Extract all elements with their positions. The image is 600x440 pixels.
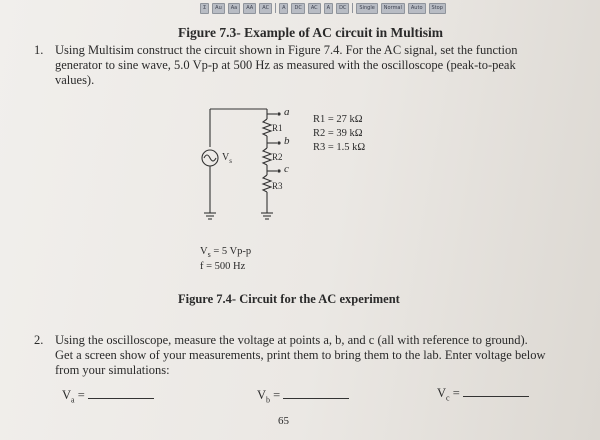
r2-label: R2 xyxy=(272,152,283,162)
question-1-line-2: generator to sine wave, 5.0 Vp-p at 500 Hz as measured with the oscilloscope (peak-to-peak xyxy=(55,58,516,72)
question-2-line-1: Using the oscilloscope, measure the voltage at points a, b, and c (all with reference to ground). xyxy=(55,333,528,347)
node-b-dot xyxy=(277,141,280,144)
node-c-dot xyxy=(277,169,280,172)
source-label: $V_s$ xyxy=(222,152,232,165)
ac-circuit-diagram xyxy=(185,105,315,230)
toolbar-separator xyxy=(352,3,353,13)
toolbar-button[interactable]: Single xyxy=(356,3,377,14)
toolbar-button[interactable]: A xyxy=(279,3,288,14)
toolbar-button[interactable]: Normal xyxy=(381,3,405,14)
measurement-vb: $V_b$ = xyxy=(257,388,349,405)
question-2-line-3: from your simulations: xyxy=(55,363,170,377)
node-b-label: b xyxy=(284,135,290,147)
toolbar-button[interactable]: Σ xyxy=(200,3,209,14)
toolbar-button[interactable]: DC xyxy=(336,3,349,14)
sine-icon xyxy=(204,155,216,161)
oscilloscope-toolbar xyxy=(200,2,446,14)
resistor-r1 xyxy=(263,119,271,136)
vb-answer-blank[interactable] xyxy=(283,397,349,399)
question-1-line-1: Using Multisim construct the circuit shown in Figure 7.4. For the AC signal, set the function xyxy=(55,43,518,57)
va-answer-blank[interactable] xyxy=(88,397,154,399)
node-c-label: c xyxy=(284,163,289,175)
measurement-vc: $V_c$ = xyxy=(437,386,529,403)
measurement-va: $V_a$ = xyxy=(62,388,154,405)
node-a-label: a xyxy=(284,106,290,118)
r3-label: R3 xyxy=(272,181,283,191)
toolbar-button[interactable]: Au xyxy=(212,3,225,14)
question-1-line-3: values). xyxy=(55,73,95,87)
toolbar-button[interactable]: A xyxy=(324,3,333,14)
toolbar-button[interactable]: AA xyxy=(243,3,256,14)
toolbar-button[interactable]: AC xyxy=(308,3,321,14)
question-2-number: 2. xyxy=(34,333,44,347)
toolbar-separator xyxy=(275,3,276,13)
page-number: 65 xyxy=(278,415,289,427)
source-amplitude-spec: $V_s = 5$ Vp-p xyxy=(200,246,252,260)
question-1-number: 1. xyxy=(34,43,44,57)
resistor-r2 xyxy=(263,148,271,165)
r2-value: R2 = 39 kΩ xyxy=(313,128,363,139)
resistor-r3 xyxy=(263,175,271,192)
r1-value: R1 = 27 kΩ xyxy=(313,114,363,125)
toolbar-button[interactable]: AC xyxy=(259,3,272,14)
toolbar-button[interactable]: Stop xyxy=(429,3,446,14)
vc-answer-blank[interactable] xyxy=(463,395,529,397)
toolbar-button[interactable]: Auto xyxy=(408,3,426,14)
r1-label: R1 xyxy=(272,123,283,133)
toolbar-button[interactable]: DC xyxy=(291,3,304,14)
figure-7-3-title: Figure 7.3- Example of AC circuit in Multisim xyxy=(178,25,443,40)
source-frequency-spec: f = 500 Hz xyxy=(200,261,246,272)
node-a-dot xyxy=(277,112,280,115)
r3-value: R3 = 1.5 kΩ xyxy=(313,142,366,153)
toolbar-button[interactable]: Aa xyxy=(228,3,240,14)
question-2-line-2: Get a screen show of your measurements, print them to bring them to the lab. Enter voltage below xyxy=(55,348,546,362)
figure-7-4-caption: Figure 7.4- Circuit for the AC experiment xyxy=(178,292,400,306)
